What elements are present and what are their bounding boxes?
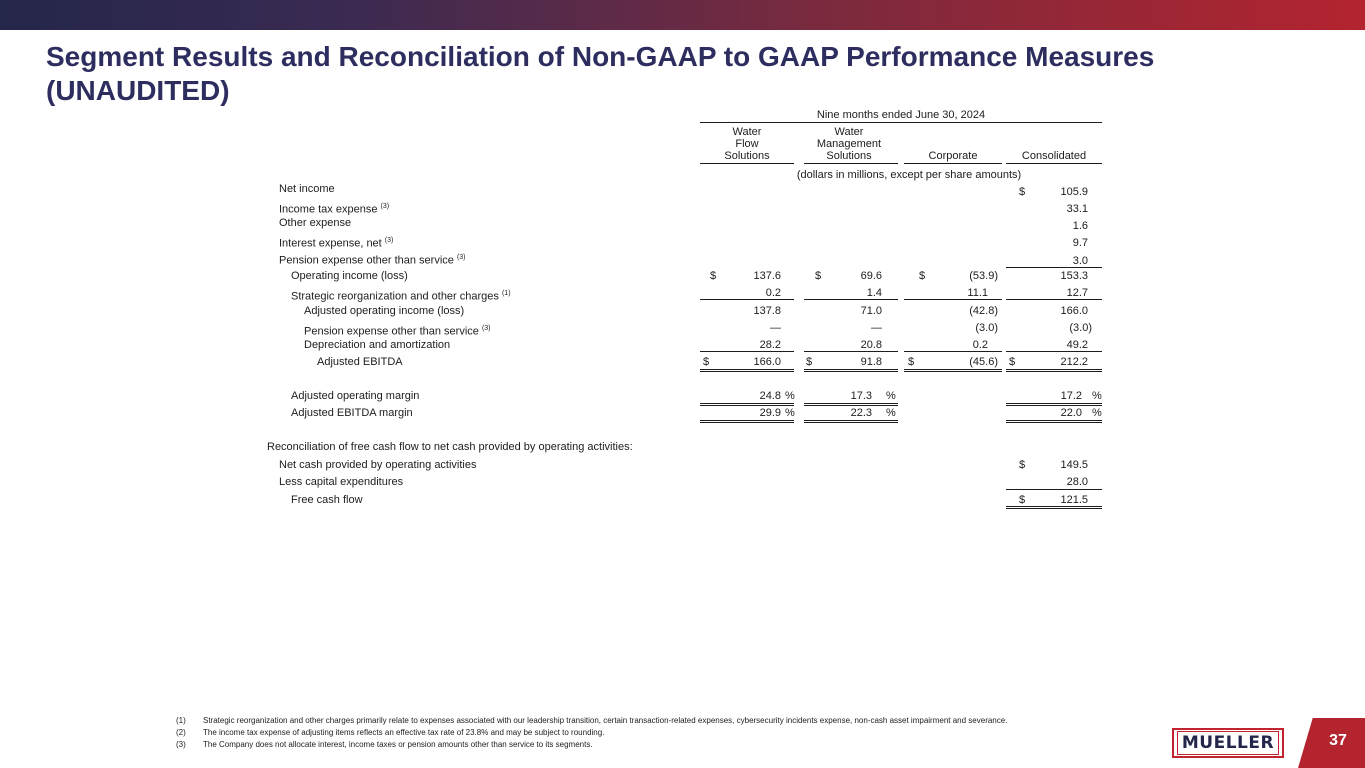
cell-consolidated: 105.9 xyxy=(1060,186,1088,198)
sum-rule xyxy=(804,299,898,300)
row-label: Income tax expense $^{(3)}$ xyxy=(279,203,390,216)
double-rule xyxy=(700,371,794,372)
cell-consolidated: 12.7 xyxy=(1066,287,1088,299)
cell-consolidated: 212.2 xyxy=(1060,356,1088,368)
cell-corporate: (53.9) xyxy=(969,270,998,282)
double-rule xyxy=(804,403,898,404)
double-rule xyxy=(804,420,898,421)
row-label: Operating income (loss) xyxy=(291,270,408,282)
cell-wfs: 137.8 xyxy=(753,305,781,317)
sum-rule xyxy=(1006,267,1102,268)
col-wms-line2: Management xyxy=(816,138,882,150)
percent-sign: % xyxy=(886,407,896,419)
cell-consolidated: 49.2 xyxy=(1066,339,1088,351)
sum-rule xyxy=(1006,489,1102,490)
cell-consolidated: 3.0 xyxy=(1072,255,1088,267)
sum-rule xyxy=(1006,299,1102,300)
double-rule xyxy=(804,405,898,406)
cell-wms: — xyxy=(871,322,882,334)
logo-text: MUELLER xyxy=(1177,731,1279,755)
cell-wfs: 137.6 xyxy=(753,270,781,282)
cell-consolidated: 121.5 xyxy=(1060,494,1088,506)
col-rule xyxy=(804,163,898,164)
row-label: Free cash flow xyxy=(291,494,363,506)
cell-consolidated: 9.7 xyxy=(1072,237,1088,249)
header-rule xyxy=(700,122,1102,123)
cell-consolidated: 153.3 xyxy=(1060,270,1088,282)
page-title: Segment Results and Reconciliation of Non-GAAP to GAAP Performance Measures (UNAUDITED) xyxy=(46,41,1155,106)
percent-sign: % xyxy=(785,390,795,402)
cell-wms: 22.3 xyxy=(850,407,872,419)
row-label: Adjusted operating margin xyxy=(291,390,420,402)
row-label: Less capital expenditures xyxy=(279,476,404,488)
cell-wfs: 166.0 xyxy=(753,356,781,368)
sum-rule xyxy=(804,351,898,352)
cell-wms: 91.8 xyxy=(860,356,882,368)
col-wms-line1: Water xyxy=(834,126,864,138)
row-label: Strategic reorganization and other charges $^{(1)}$ xyxy=(291,290,511,303)
cell-consolidated: (3.0) xyxy=(1069,322,1092,334)
double-rule xyxy=(904,369,1002,370)
cell-consolidated: 28.0 xyxy=(1066,476,1088,488)
row-label: Depreciation and amortization xyxy=(304,339,451,351)
col-wfs-line3: Solutions xyxy=(724,150,770,162)
row-label: Adjusted EBITDA xyxy=(317,356,403,368)
currency-symbol: $ xyxy=(710,270,717,282)
col-rule xyxy=(1006,163,1102,164)
col-rule xyxy=(904,163,1002,164)
double-rule xyxy=(1006,422,1102,423)
cell-corporate: (3.0) xyxy=(975,322,998,334)
double-rule xyxy=(1006,508,1102,509)
currency-symbol: $ xyxy=(806,356,813,368)
cell-consolidated: 166.0 xyxy=(1060,305,1088,317)
cell-wms: 1.4 xyxy=(866,287,882,299)
cell-wms: 17.3 xyxy=(850,390,872,402)
cell-corporate: (45.6) xyxy=(969,356,998,368)
currency-symbol: $ xyxy=(1009,356,1016,368)
double-rule xyxy=(904,371,1002,372)
cell-consolidated: 33.1 xyxy=(1066,203,1088,215)
cell-consolidated: 17.2 xyxy=(1060,390,1082,402)
cell-wfs: 0.2 xyxy=(765,287,781,299)
currency-symbol: $ xyxy=(1019,494,1026,506)
double-rule xyxy=(1006,371,1102,372)
page-number: 37 xyxy=(1329,732,1347,749)
cell-corporate: (42.8) xyxy=(969,305,998,317)
col-wfs-line2: Flow xyxy=(735,138,759,150)
double-rule xyxy=(804,371,898,372)
percent-sign: % xyxy=(785,407,795,419)
sum-rule xyxy=(904,299,1002,300)
double-rule xyxy=(804,422,898,423)
cell-consolidated: 22.0 xyxy=(1060,407,1082,419)
row-label: Other expense xyxy=(279,217,352,229)
double-rule xyxy=(1006,369,1102,370)
double-rule xyxy=(804,369,898,370)
row-label: Pension expense other than service $^{(3)}$ xyxy=(304,325,491,338)
col-wfs-line1: Water xyxy=(732,126,762,138)
cell-corporate: 11.1 xyxy=(967,287,988,299)
percent-sign: % xyxy=(886,390,896,402)
double-rule xyxy=(700,422,794,423)
percent-sign: % xyxy=(1092,407,1102,419)
currency-symbol: $ xyxy=(908,356,915,368)
sum-rule xyxy=(700,351,794,352)
cell-wms: 71.0 xyxy=(860,305,882,317)
cell-wfs: — xyxy=(770,322,781,334)
row-label: Adjusted operating income (loss) xyxy=(304,305,465,317)
cell-wfs: 24.8 xyxy=(759,390,781,402)
fcf-section-header: Reconciliation of free cash flow to net cash provided by operating activities: xyxy=(267,441,633,453)
double-rule xyxy=(700,403,794,404)
double-rule xyxy=(1006,403,1102,404)
cell-consolidated: 149.5 xyxy=(1060,459,1088,471)
currency-symbol: $ xyxy=(703,356,710,368)
cell-corporate: 0.2 xyxy=(972,339,988,351)
cell-wms: 69.6 xyxy=(860,270,882,282)
col-consolidated: Consolidated xyxy=(1021,150,1087,162)
double-rule xyxy=(1006,420,1102,421)
double-rule xyxy=(700,369,794,370)
units-note: (dollars in millions, except per share amounts) xyxy=(796,169,1022,181)
row-label: Adjusted EBITDA margin xyxy=(291,407,413,419)
currency-symbol: $ xyxy=(1019,186,1026,198)
period-header: Nine months ended June 30, 2024 xyxy=(816,109,986,121)
row-label: Net cash provided by operating activities xyxy=(279,459,477,471)
cell-wfs: 29.9 xyxy=(759,407,781,419)
percent-sign: % xyxy=(1092,390,1102,402)
row-label: Interest expense, net $^{(3)}$ xyxy=(279,237,394,250)
double-rule xyxy=(1006,405,1102,406)
col-corporate: Corporate xyxy=(928,150,978,162)
currency-symbol: $ xyxy=(919,270,926,282)
double-rule xyxy=(700,405,794,406)
mueller-logo xyxy=(1172,728,1284,758)
col-wms-line3: Solutions xyxy=(826,150,872,162)
double-rule xyxy=(700,420,794,421)
cell-consolidated: 1.6 xyxy=(1072,220,1088,232)
row-label: Pension expense other than service $^{(3)}$ xyxy=(279,254,466,267)
double-rule xyxy=(1006,506,1102,507)
sum-rule xyxy=(1006,351,1102,352)
currency-symbol: $ xyxy=(1019,459,1026,471)
col-rule xyxy=(700,163,794,164)
sum-rule xyxy=(904,351,1002,352)
sum-rule xyxy=(700,299,794,300)
cell-wms: 20.8 xyxy=(860,339,882,351)
currency-symbol: $ xyxy=(815,270,822,282)
cell-wfs: 28.2 xyxy=(759,339,781,351)
row-label: Net income xyxy=(279,183,335,195)
